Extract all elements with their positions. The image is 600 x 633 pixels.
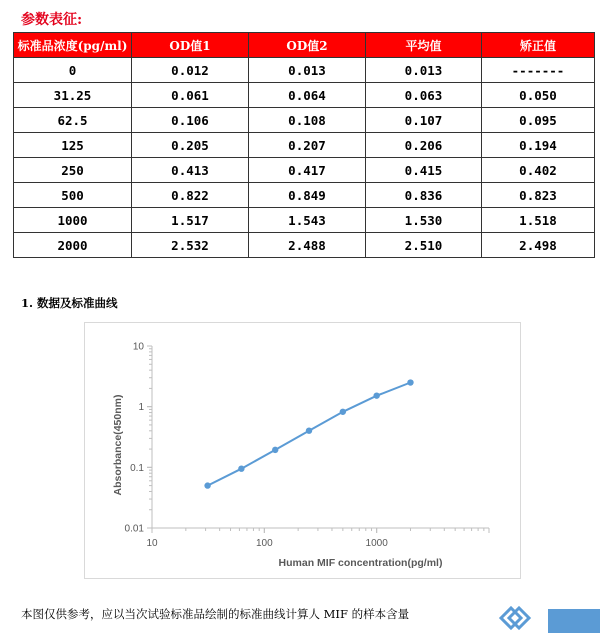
table-cell: 0.095	[482, 108, 595, 133]
section-title: 参数表征:	[21, 12, 83, 28]
column-header: 矫正值	[482, 33, 595, 58]
table-cell: 0.823	[482, 183, 595, 208]
table-cell: 0.061	[132, 83, 249, 108]
column-header: OD值2	[249, 33, 366, 58]
table-cell: 1.543	[249, 208, 366, 233]
standard-curve-chart	[84, 322, 521, 579]
table-row	[14, 158, 595, 183]
table-cell: 0.413	[132, 158, 249, 183]
column-header: OD值1	[132, 33, 249, 58]
table-row	[14, 58, 595, 83]
data-point	[204, 482, 210, 488]
table-cell: 1.530	[366, 208, 482, 233]
data-point	[373, 392, 379, 398]
x-tick-label: 1000	[365, 538, 388, 549]
chart-svg	[85, 323, 520, 578]
table-row	[14, 83, 595, 108]
table-cell: 0.822	[132, 183, 249, 208]
table-cell: 500	[14, 183, 132, 208]
table-cell: 31.25	[14, 83, 132, 108]
table-cell: 0.050	[482, 83, 595, 108]
table-cell: 2.532	[132, 233, 249, 258]
table-cell: 0.205	[132, 133, 249, 158]
table-cell: 0.415	[366, 158, 482, 183]
table-cell: 0.107	[366, 108, 482, 133]
data-point	[306, 427, 312, 433]
table-cell: 0.849	[249, 183, 366, 208]
data-point	[272, 447, 278, 453]
table-cell: 1.518	[482, 208, 595, 233]
y-tick-label: 1	[138, 402, 144, 414]
y-tick-label: 0.1	[130, 462, 144, 474]
table-cell: 0.106	[132, 108, 249, 133]
corner-banner	[548, 609, 600, 633]
series-line	[208, 383, 411, 486]
table-cell: 2.488	[249, 233, 366, 258]
table-cell: 0	[14, 58, 132, 83]
table-cell: 125	[14, 133, 132, 158]
table-cell: 2000	[14, 233, 132, 258]
table-row	[14, 133, 595, 158]
table-cell: 1.517	[132, 208, 249, 233]
table-cell: 0.012	[132, 58, 249, 83]
table-row	[14, 233, 595, 258]
table-header-row	[14, 33, 595, 58]
subheading: 1. 数据及标准曲线	[21, 296, 118, 310]
table-cell: 0.194	[482, 133, 595, 158]
table-cell: 0.063	[366, 83, 482, 108]
logo-icon	[495, 604, 545, 633]
column-header: 平均值	[366, 33, 482, 58]
table-cell: 0.013	[249, 58, 366, 83]
x-axis-label: Human MIF concentration(pg/ml)	[278, 557, 443, 569]
table-cell: -------	[482, 58, 595, 83]
table-cell: 1000	[14, 208, 132, 233]
x-tick-label: 100	[255, 538, 273, 549]
table-cell: 0.402	[482, 158, 595, 183]
data-point	[238, 465, 244, 471]
x-tick-label: 10	[146, 538, 158, 549]
table-cell: 0.207	[249, 133, 366, 158]
table-cell: 2.498	[482, 233, 595, 258]
footnote: 本图仅供参考，应以当次试验标准品绘制的标准曲线计算人 MIF 的样本含量	[21, 607, 410, 621]
table-cell: 0.108	[249, 108, 366, 133]
table-row	[14, 183, 595, 208]
table-cell: 250	[14, 158, 132, 183]
table-cell: 62.5	[14, 108, 132, 133]
table-row	[14, 208, 595, 233]
data-point	[340, 409, 346, 415]
y-tick-label: 10	[132, 341, 144, 353]
table-body	[14, 58, 595, 258]
table-row	[14, 108, 595, 133]
table-cell: 0.064	[249, 83, 366, 108]
column-header: 标准品浓度(pg/ml)	[14, 33, 132, 58]
data-point	[407, 379, 413, 385]
table-cell: 0.013	[366, 58, 482, 83]
table-cell: 2.510	[366, 233, 482, 258]
y-tick-label: 0.01	[124, 523, 144, 535]
parameter-table	[13, 32, 595, 258]
table-cell: 0.836	[366, 183, 482, 208]
table-cell: 0.417	[249, 158, 366, 183]
y-axis-label: Absorbance(450nm)	[112, 394, 124, 496]
table-cell: 0.206	[366, 133, 482, 158]
